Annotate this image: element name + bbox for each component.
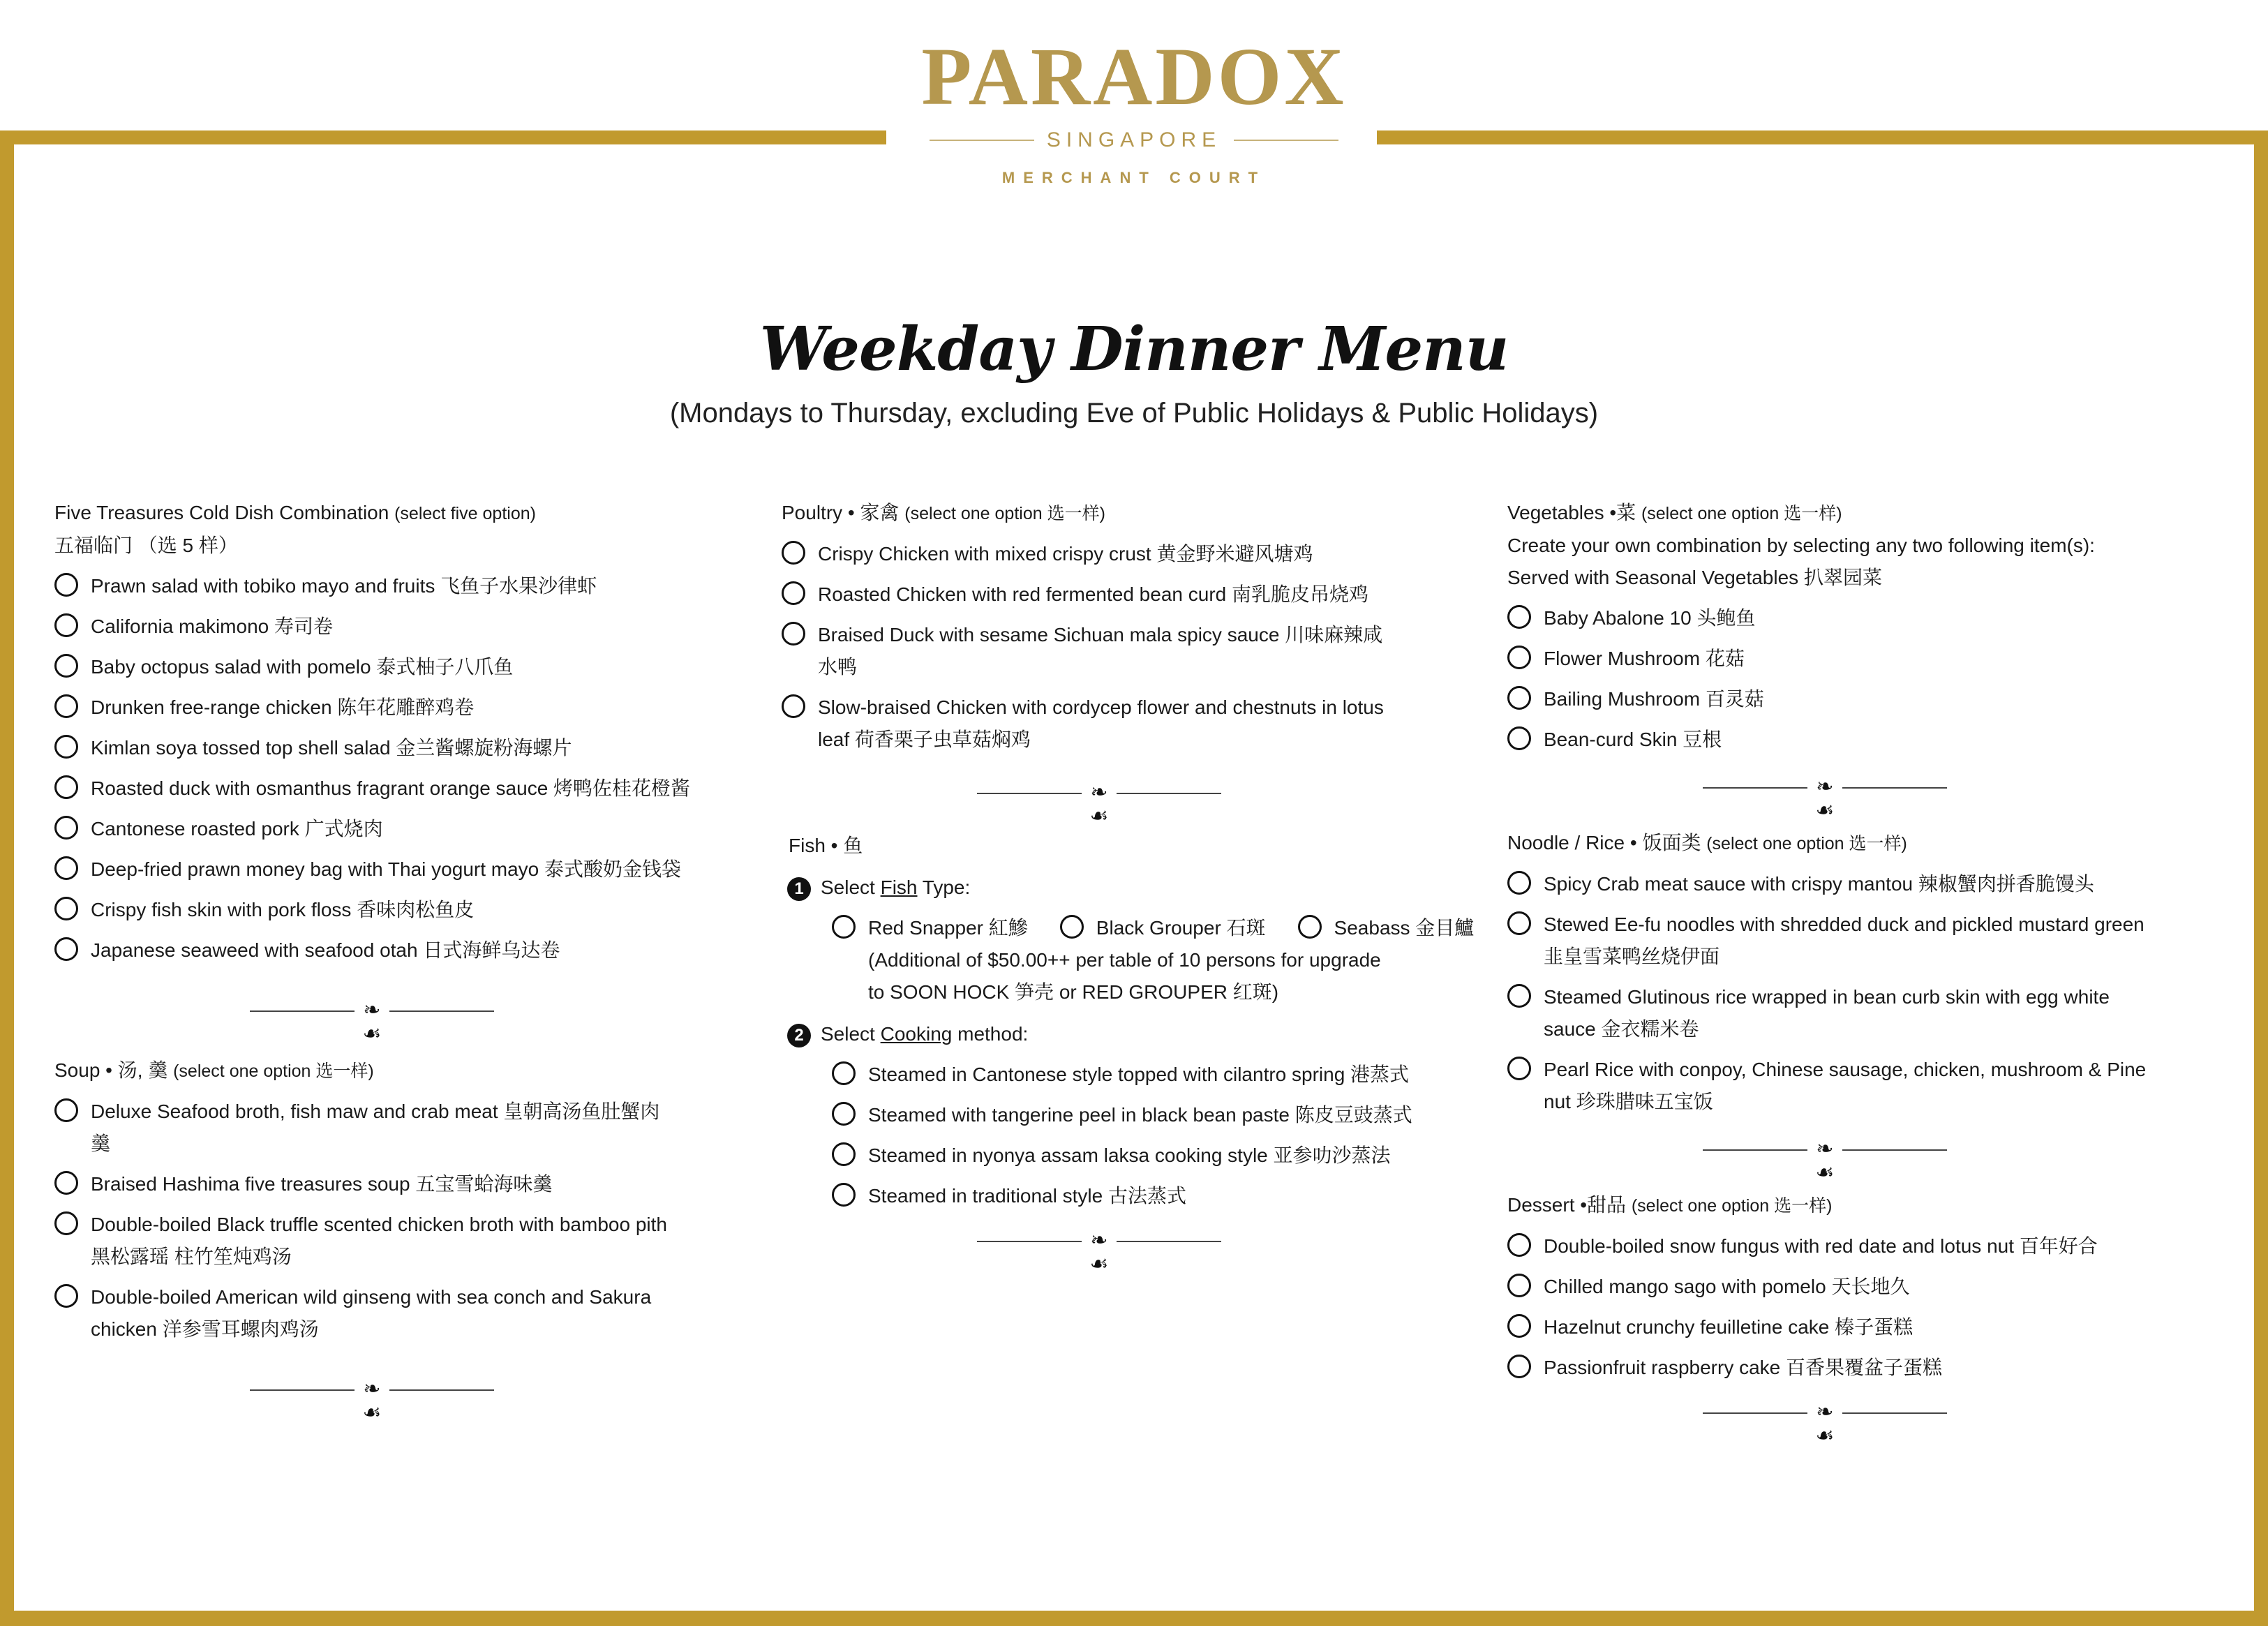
fish-type-options: [782, 912, 1479, 944]
menu-option[interactable]: [1507, 724, 2205, 756]
section-heading: [1507, 1189, 2205, 1222]
section-cold-dish: [54, 497, 710, 967]
soup-note: (select one option 选一样): [173, 1061, 374, 1081]
menu-option[interactable]: [54, 1096, 669, 1160]
fish-type-label: Red Snapper 紅鰺: [868, 917, 1028, 939]
menu-option[interactable]: [782, 1059, 1479, 1091]
radio-button[interactable]: [54, 1284, 78, 1308]
vegetables-heading: Vegetables •菜: [1507, 502, 1636, 523]
section-poultry: [782, 497, 1479, 756]
fish-type-label: Seabass 金目鱸: [1334, 917, 1475, 939]
menu-option-label: Hazelnut crunchy feuilletine cake 榛子蛋糕: [1544, 1316, 1913, 1338]
menu-option-label: Crispy Chicken with mixed crispy crust 黄金野米避风塘鸡: [818, 543, 1313, 565]
radio-button[interactable]: [832, 1061, 856, 1085]
section-fish: [782, 830, 1479, 1212]
menu-option[interactable]: [782, 579, 1396, 611]
menu-option-label: Japanese seaweed with seafood otah 日式海鲜乌达卷: [91, 939, 560, 961]
menu-option-label: Steamed Glutinous rice wrapped in bean curb skin with egg white sauce 金衣糯米卷: [1544, 986, 2110, 1040]
radio-button[interactable]: [54, 937, 78, 961]
menu-option-label: Roasted duck with osmanthus fragrant orange sauce 烤鸭佐桂花橙酱: [91, 777, 691, 799]
page-subtitle: (Mondays to Thursday, excluding Eve of Public Holidays & Public Holidays): [669, 398, 1599, 428]
menu-option[interactable]: [782, 1180, 1479, 1212]
menu-option-label: Bailing Mushroom 百灵菇: [1544, 688, 1764, 710]
section-heading: [782, 497, 1479, 530]
fish-step-select-type: [782, 872, 1479, 904]
ornament-icon: ❧ ☙: [362, 1378, 382, 1424]
radio-button[interactable]: [54, 1098, 78, 1122]
menu-option[interactable]: [1507, 683, 2205, 715]
menu-option-label: Roasted Chicken with red fermented bean curd 南乳脆皮吊烧鸡: [818, 583, 1368, 605]
section-heading: [1507, 497, 2205, 530]
radio-button[interactable]: [54, 816, 78, 840]
menu-option[interactable]: [1507, 868, 2149, 900]
menu-option-label: Steamed in nyonya assam laksa cooking style 亚参叻沙蒸法: [868, 1144, 1391, 1166]
vegetables-served-with: Served with Seasonal Vegetables 扒翠园菜: [1507, 567, 1882, 588]
page-title: Weekday Dinner Menu: [759, 314, 1509, 385]
ornament-icon: ❧ ☙: [1815, 1138, 1835, 1184]
menu-option-label: Drunken free-range chicken 陈年花雕醉鸡卷: [91, 696, 475, 718]
ornament-icon: ❧ ☙: [1089, 781, 1109, 828]
dessert-heading: Dessert •甜品: [1507, 1194, 1627, 1216]
radio-button[interactable]: [1507, 911, 1531, 935]
step1-label-underline: Fish: [880, 877, 918, 898]
logo-rule-left: [930, 140, 1034, 141]
radio-button[interactable]: [54, 775, 78, 799]
brand-logo: [893, 31, 1375, 187]
radio-button[interactable]: [54, 613, 78, 637]
cold-dish-note: (select five option): [394, 504, 536, 523]
radio-button[interactable]: [1507, 1355, 1531, 1378]
section-divider: [782, 780, 1312, 828]
radio-button[interactable]: [1507, 1233, 1531, 1257]
radio-button[interactable]: [1298, 915, 1322, 939]
menu-option-label: Flower Mushroom 花菇: [1544, 648, 1745, 669]
frame-top-right: [1377, 130, 2268, 144]
cold-dish-heading: Five Treasures Cold Dish Combination: [54, 502, 389, 523]
section-dessert: [1507, 1189, 2205, 1384]
menu-option-label: Double-boiled American wild ginseng with sea conch and Sakura chicken 洋参雪耳螺肉鸡汤: [91, 1286, 652, 1340]
radio-button[interactable]: [832, 1102, 856, 1126]
menu-option[interactable]: [54, 1281, 669, 1345]
section-heading: [1507, 827, 2205, 860]
menu-option[interactable]: [54, 934, 710, 967]
step2-label-pre: Select: [821, 1023, 881, 1045]
menu-option[interactable]: [1507, 1352, 2205, 1384]
radio-button[interactable]: [782, 541, 805, 565]
menu-option-label: Chilled mango sago with pomelo 天长地久: [1544, 1276, 1910, 1297]
radio-button[interactable]: [832, 915, 856, 939]
menu-option[interactable]: [54, 853, 710, 886]
menu-option[interactable]: [1507, 602, 2205, 634]
fish-upgrade-note: (Additional of $50.00++ per table of 10 persons for upgrade to SOON HOCK 笋壳 or RED GROUPER 红斑): [868, 949, 1381, 1003]
step-number-1: 1: [787, 877, 811, 901]
radio-button[interactable]: [1507, 726, 1531, 750]
menu-option-label: Prawn salad with tobiko mayo and fruits 飞鱼子水果沙律虾: [91, 575, 597, 597]
step-number-2: 2: [787, 1024, 811, 1047]
menu-option-label: Steamed with tangerine peel in black bean paste 陈皮豆豉蒸式: [868, 1104, 1412, 1126]
ornament-icon: ❧ ☙: [362, 999, 382, 1045]
step1-label-post: Type:: [917, 877, 971, 898]
vegetables-instructions: Create your own combination by selecting any two following item(s):: [1507, 535, 2095, 556]
soup-heading: Soup • 汤, 羹: [54, 1059, 168, 1081]
radio-button[interactable]: [1507, 1314, 1531, 1338]
section-heading: [54, 1054, 710, 1087]
menu-option[interactable]: [54, 813, 710, 845]
radio-button[interactable]: [54, 694, 78, 718]
menu-option[interactable]: [782, 619, 1396, 683]
fish-type-option[interactable]: [1060, 912, 1266, 944]
section-divider: [782, 1228, 1312, 1276]
radio-button[interactable]: [54, 573, 78, 597]
radio-button[interactable]: [1507, 1274, 1531, 1297]
fish-type-label: Black Grouper 石斑: [1096, 917, 1266, 939]
section-noodle-rice: [1507, 827, 2205, 1118]
radio-button[interactable]: [54, 1171, 78, 1195]
menu-option[interactable]: [54, 1168, 669, 1200]
menu-option[interactable]: [1507, 909, 2149, 973]
radio-button[interactable]: [782, 622, 805, 646]
menu-option[interactable]: [1507, 1054, 2149, 1118]
frame-bottom: [0, 1611, 2268, 1626]
menu-option[interactable]: [54, 1209, 669, 1273]
cold-dish-heading-cn: 五福临门 （选 5 样）: [54, 535, 238, 556]
fish-step-select-cooking: [782, 1018, 1479, 1050]
menu-option[interactable]: [1507, 981, 2149, 1045]
menu-column-left: [54, 497, 710, 1433]
menu-option[interactable]: [1507, 1271, 2205, 1303]
radio-button[interactable]: [832, 1183, 856, 1207]
section-divider: [1507, 1136, 2038, 1184]
menu-column-middle: [782, 497, 1479, 1285]
radio-button[interactable]: [1507, 646, 1531, 669]
poultry-heading: Poultry • 家禽: [782, 502, 900, 523]
menu-option-label: Spicy Crab meat sauce with crispy mantou 辣椒蟹肉拼香脆馒头: [1544, 873, 2094, 895]
section-divider: [54, 997, 550, 1045]
radio-button[interactable]: [54, 735, 78, 759]
menu-option-label: Crispy fish skin with pork floss 香味肉松鱼皮: [91, 899, 475, 920]
menu-option[interactable]: [54, 651, 710, 683]
menu-column-right: [1507, 497, 2205, 1456]
section-divider: [54, 1376, 550, 1424]
vegetables-note: (select one option 选一样): [1641, 504, 1842, 523]
menu-option-label: Double-boiled Black truffle scented chicken broth with bamboo pith 黑松露瑶 柱竹笙炖鸡汤: [91, 1214, 667, 1267]
radio-button[interactable]: [1507, 984, 1531, 1008]
logo-city: SINGAPORE: [1046, 128, 1222, 151]
menu-option-label: Double-boiled snow fungus with red date and lotus nut 百年好合: [1544, 1235, 2098, 1257]
radio-button[interactable]: [54, 856, 78, 880]
radio-button[interactable]: [832, 1142, 856, 1166]
radio-button[interactable]: [1060, 915, 1084, 939]
ornament-icon: ❧ ☙: [1089, 1229, 1109, 1276]
radio-button[interactable]: [1507, 686, 1531, 710]
radio-button[interactable]: [54, 654, 78, 678]
menu-option-label: Cantonese roasted pork 广式烧肉: [91, 818, 383, 840]
noodle-note: (select one option 选一样): [1706, 834, 1907, 853]
section-divider: [1507, 774, 2038, 822]
menu-option[interactable]: [782, 1140, 1479, 1172]
menu-option-label: Steamed in Cantonese style topped with cilantro spring 港蒸式: [868, 1064, 1410, 1085]
radio-button[interactable]: [1507, 871, 1531, 895]
logo-property: MERCHANT COURT: [1001, 169, 1267, 186]
menu-option[interactable]: [782, 538, 1396, 570]
menu-option[interactable]: [1507, 1311, 2205, 1343]
ornament-icon: ❧ ☙: [1815, 1401, 1835, 1447]
menu-option[interactable]: [1507, 1230, 2205, 1262]
menu-option[interactable]: [54, 894, 710, 926]
radio-button[interactable]: [1507, 605, 1531, 629]
section-divider: [1507, 1399, 2038, 1447]
menu-option-label: Passionfruit raspberry cake 百香果覆盆子蛋糕: [1544, 1357, 1943, 1378]
dessert-note: (select one option 选一样): [1631, 1196, 1833, 1216]
ornament-icon: ❧ ☙: [1815, 775, 1835, 822]
menu-option-label: Pearl Rice with conpoy, Chinese sausage, chicken, mushroom & Pine nut 珍珠腊味五宝饭: [1544, 1059, 2147, 1112]
fish-type-option[interactable]: [1298, 912, 1475, 944]
menu-option-label: Braised Hashima five treasures soup 五宝雪蛤海味羹: [91, 1173, 553, 1195]
menu-option[interactable]: [782, 692, 1396, 756]
noodle-heading: Noodle / Rice • 饭面类: [1507, 832, 1701, 853]
menu-option[interactable]: [1507, 643, 2205, 675]
menu-option[interactable]: [54, 570, 710, 602]
section-soup: [54, 1054, 710, 1345]
menu-option-label: Stewed Ee-fu noodles with shredded duck and pickled mustard green 韭皇雪菜鸭丝烧伊面: [1544, 913, 2144, 967]
menu-option-label: Braised Duck with sesame Sichuan mala spicy sauce 川味麻辣咸水鸭: [818, 624, 1383, 678]
frame-top-left: [0, 130, 886, 144]
radio-button[interactable]: [54, 1211, 78, 1235]
radio-button[interactable]: [54, 897, 78, 920]
menu-option-label: California makimono 寿司卷: [91, 616, 333, 637]
step2-label-underline: Cooking: [880, 1023, 953, 1045]
radio-button[interactable]: [1507, 1057, 1531, 1080]
menu-option-label: Baby octopus salad with pomelo 泰式柚子八爪鱼: [91, 656, 514, 678]
menu-option-label: Deluxe Seafood broth, fish maw and crab meat 皇朝高汤鱼肚蟹肉羹: [91, 1101, 660, 1154]
menu-option-label: Bean-curd Skin 豆根: [1544, 729, 1722, 750]
fish-heading: Fish • 鱼: [789, 835, 863, 856]
menu-option[interactable]: [54, 611, 710, 643]
step1-label-pre: Select: [821, 877, 881, 898]
menu-option[interactable]: [54, 692, 710, 724]
logo-brand: PARADOX: [921, 31, 1347, 122]
menu-option-label: Deep-fried prawn money bag with Thai yogurt mayo 泰式酸奶金钱袋: [91, 858, 682, 880]
menu-option[interactable]: [54, 773, 710, 805]
menu-option-label: Slow-braised Chicken with cordycep flower and chestnuts in lotus leaf 荷香栗子虫草菇焖鸡: [818, 696, 1384, 750]
menu-option-label: Steamed in traditional style 古法蒸式: [868, 1185, 1186, 1207]
menu-option[interactable]: [54, 732, 710, 764]
menu-option-label: Kimlan soya tossed top shell salad 金兰酱螺旋粉海螺片: [91, 737, 572, 759]
poultry-note: (select one option 选一样): [904, 504, 1105, 523]
radio-button[interactable]: [782, 694, 805, 718]
step2-label-post: method:: [952, 1023, 1029, 1045]
menu-option-label: Baby Abalone 10 头鲍鱼: [1544, 607, 1756, 629]
section-vegetables: [1507, 497, 2205, 756]
menu-option[interactable]: [782, 1099, 1479, 1131]
radio-button[interactable]: [782, 581, 805, 605]
logo-rule-right: [1234, 140, 1338, 141]
fish-type-option[interactable]: [832, 912, 1028, 944]
section-heading: [54, 497, 710, 530]
